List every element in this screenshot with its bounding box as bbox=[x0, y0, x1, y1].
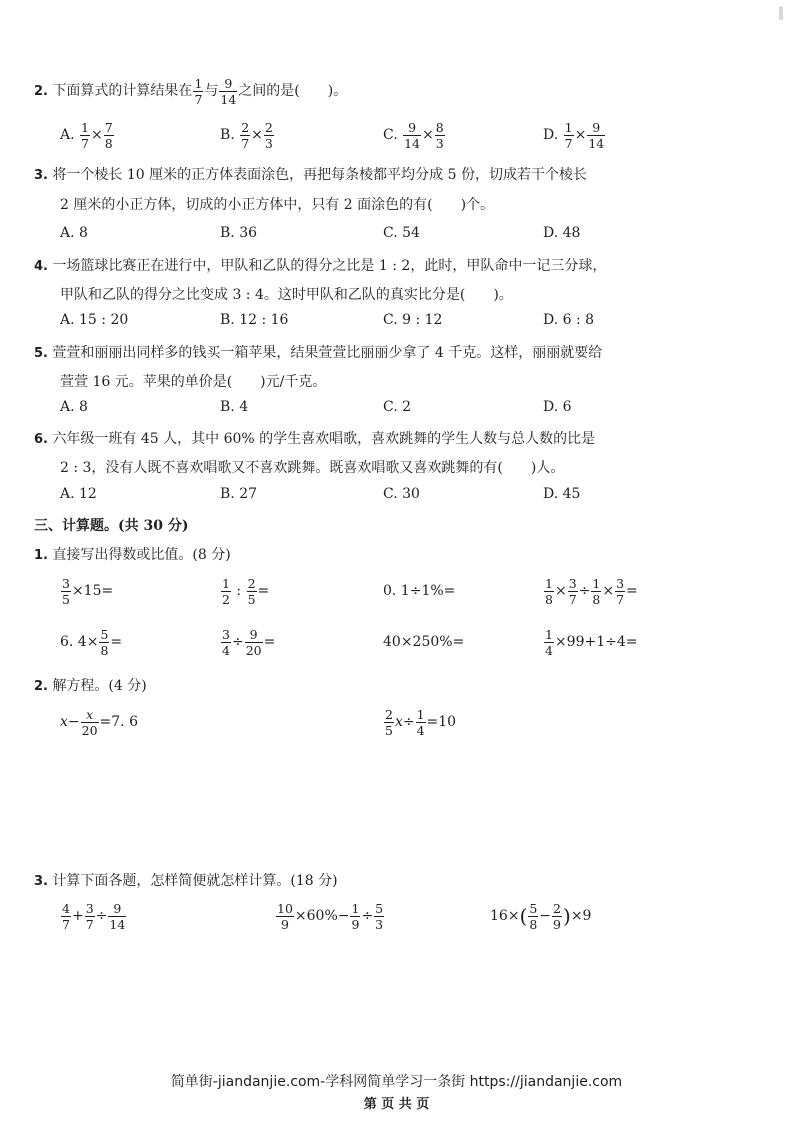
question-6: 6. 六年级一班有 45 人，其中 60% 的学生喜欢唱歌，喜欢跳舞的学生人数与总人数的比是 bbox=[34, 431, 596, 447]
q2-option-b: B. $\frac{2}{7}$ × $\frac{2}{3}$ bbox=[220, 119, 273, 151]
calc-1-expr-6: $\frac{3}{4}$ ÷ $\frac{9}{20}$ = bbox=[222, 626, 276, 658]
q4-option-d: D. 6 : 8 bbox=[543, 312, 595, 328]
calc-1-expr-5: 6. 4× $\frac{5}{8}$ = bbox=[60, 626, 123, 658]
q5-option-d: D. 6 bbox=[543, 399, 572, 415]
question-4: 4. 一场篮球比赛正在进行中，甲队和乙队的得分之比是 1 : 2，此时，甲队命中一记三分球， bbox=[34, 258, 607, 274]
calc-3-problem-2: $\frac{10}{9}$ ×60%− $\frac{1}{9}$ ÷ $\frac{5}{3}$ bbox=[277, 900, 384, 932]
q4-option-a: A. 15 : 20 bbox=[60, 312, 129, 328]
question-4-line2: 甲队和乙队的得分之比变成 3 : 4。这时甲队和乙队的真实比分是( )。 bbox=[60, 287, 513, 303]
calc-1-expr-4: $\frac{1}{8}$ × $\frac{3}{7}$ ÷ $\frac{1}{8}$ × $\frac{3}{7}$ = bbox=[545, 575, 638, 607]
calc-1-expr-3: 0. 1÷1%= bbox=[383, 583, 456, 599]
question-5-line2: 萱萱 16 元。苹果的单价是( )元/千克。 bbox=[60, 374, 327, 390]
question-6-line2: 2 : 3，没有人既不喜欢唱歌又不喜欢跳舞。既喜欢唱歌又喜欢跳舞的有( )人。 bbox=[60, 460, 565, 476]
calc-2-title: 2. 解方程。(4 分) bbox=[34, 678, 147, 694]
q4-option-b: B. 12 : 16 bbox=[220, 312, 289, 328]
calc-1-expr-7: 40×250%= bbox=[383, 634, 465, 650]
calc-3-title: 3. 计算下面各题，怎样简便就怎样计算。(18 分) bbox=[34, 873, 338, 889]
fraction: $\frac{9}{14}$ bbox=[220, 75, 237, 107]
q4-option-c: C. 9 : 12 bbox=[383, 312, 443, 328]
calc-3-problem-3: 16×( $\frac{5}{8}$ − $\frac{2}{9}$ )×9 bbox=[490, 900, 592, 932]
q6-option-b: B. 27 bbox=[220, 486, 258, 502]
q2-option-a: A. $\frac{1}{7}$ × $\frac{7}{8}$ bbox=[60, 119, 113, 151]
question-5: 5. 萱萱和丽丽出同样多的钱买一箱苹果，结果萱萱比丽丽少拿了 4 千克。这样，丽丽就要给 bbox=[34, 345, 603, 361]
q6-option-c: C. 30 bbox=[383, 486, 420, 502]
calc-3-problem-1: $\frac{4}{7}$ + $\frac{3}{7}$ ÷ $\frac{9}{14}$ bbox=[62, 900, 126, 932]
equation-1: x− $\frac{x}{20}$ =7. 6 bbox=[60, 706, 138, 738]
question-3-line2: 2 厘米的小正方体，切成的小正方体中，只有 2 面涂色的有( )个。 bbox=[60, 197, 495, 213]
section-title: 三、计算题。(共 30 分) bbox=[34, 518, 189, 534]
q5-option-b: B. 4 bbox=[220, 399, 249, 415]
calc-1-title: 1. 直接写出得数或比值。(8 分) bbox=[34, 547, 231, 563]
q5-option-a: A. 8 bbox=[60, 399, 88, 415]
calc-1-expr-1: $\frac{3}{5}$ ×15= bbox=[62, 575, 114, 607]
calc-1-expr-8: $\frac{1}{4}$ ×99+1÷4= bbox=[545, 626, 638, 658]
question-2: 2. 下面算式的计算结果在 $\frac{1}{7}$ 与 $\frac{9}{14}$ 之间的是( )。 bbox=[34, 75, 348, 107]
q3-option-c: C. 54 bbox=[383, 225, 420, 241]
fraction: $\frac{1}{7}$ bbox=[194, 75, 203, 107]
q2-option-d: D. $\frac{1}{7}$ × $\frac{9}{14}$ bbox=[543, 119, 605, 151]
q3-option-d: D. 48 bbox=[543, 225, 581, 241]
q3-option-a: A. 8 bbox=[60, 225, 88, 241]
scrollbar-thumb[interactable] bbox=[779, 6, 783, 20]
equation-2: $\frac{2}{5}$ x÷ $\frac{1}{4}$ =10 bbox=[385, 706, 457, 738]
footer-page: 第 页 共 页 bbox=[363, 1097, 430, 1112]
q6-option-a: A. 12 bbox=[60, 486, 97, 502]
q3-option-b: B. 36 bbox=[220, 225, 258, 241]
footer-source: 简单街-jiandanjie.com-学科网简单学习一条街 https://jiandanjie.com bbox=[170, 1074, 623, 1090]
question-3: 3. 将一个棱长 10 厘米的正方体表面涂色，再把每条棱都平均分成 5 份，切成若干个棱长 bbox=[34, 167, 587, 183]
calc-1-expr-2: $\frac{1}{2}$ : $\frac{2}{5}$ = bbox=[222, 575, 270, 607]
q2-option-c: C. $\frac{9}{14}$ × $\frac{8}{3}$ bbox=[383, 119, 444, 151]
q5-option-c: C. 2 bbox=[383, 399, 412, 415]
q6-option-d: D. 45 bbox=[543, 486, 581, 502]
